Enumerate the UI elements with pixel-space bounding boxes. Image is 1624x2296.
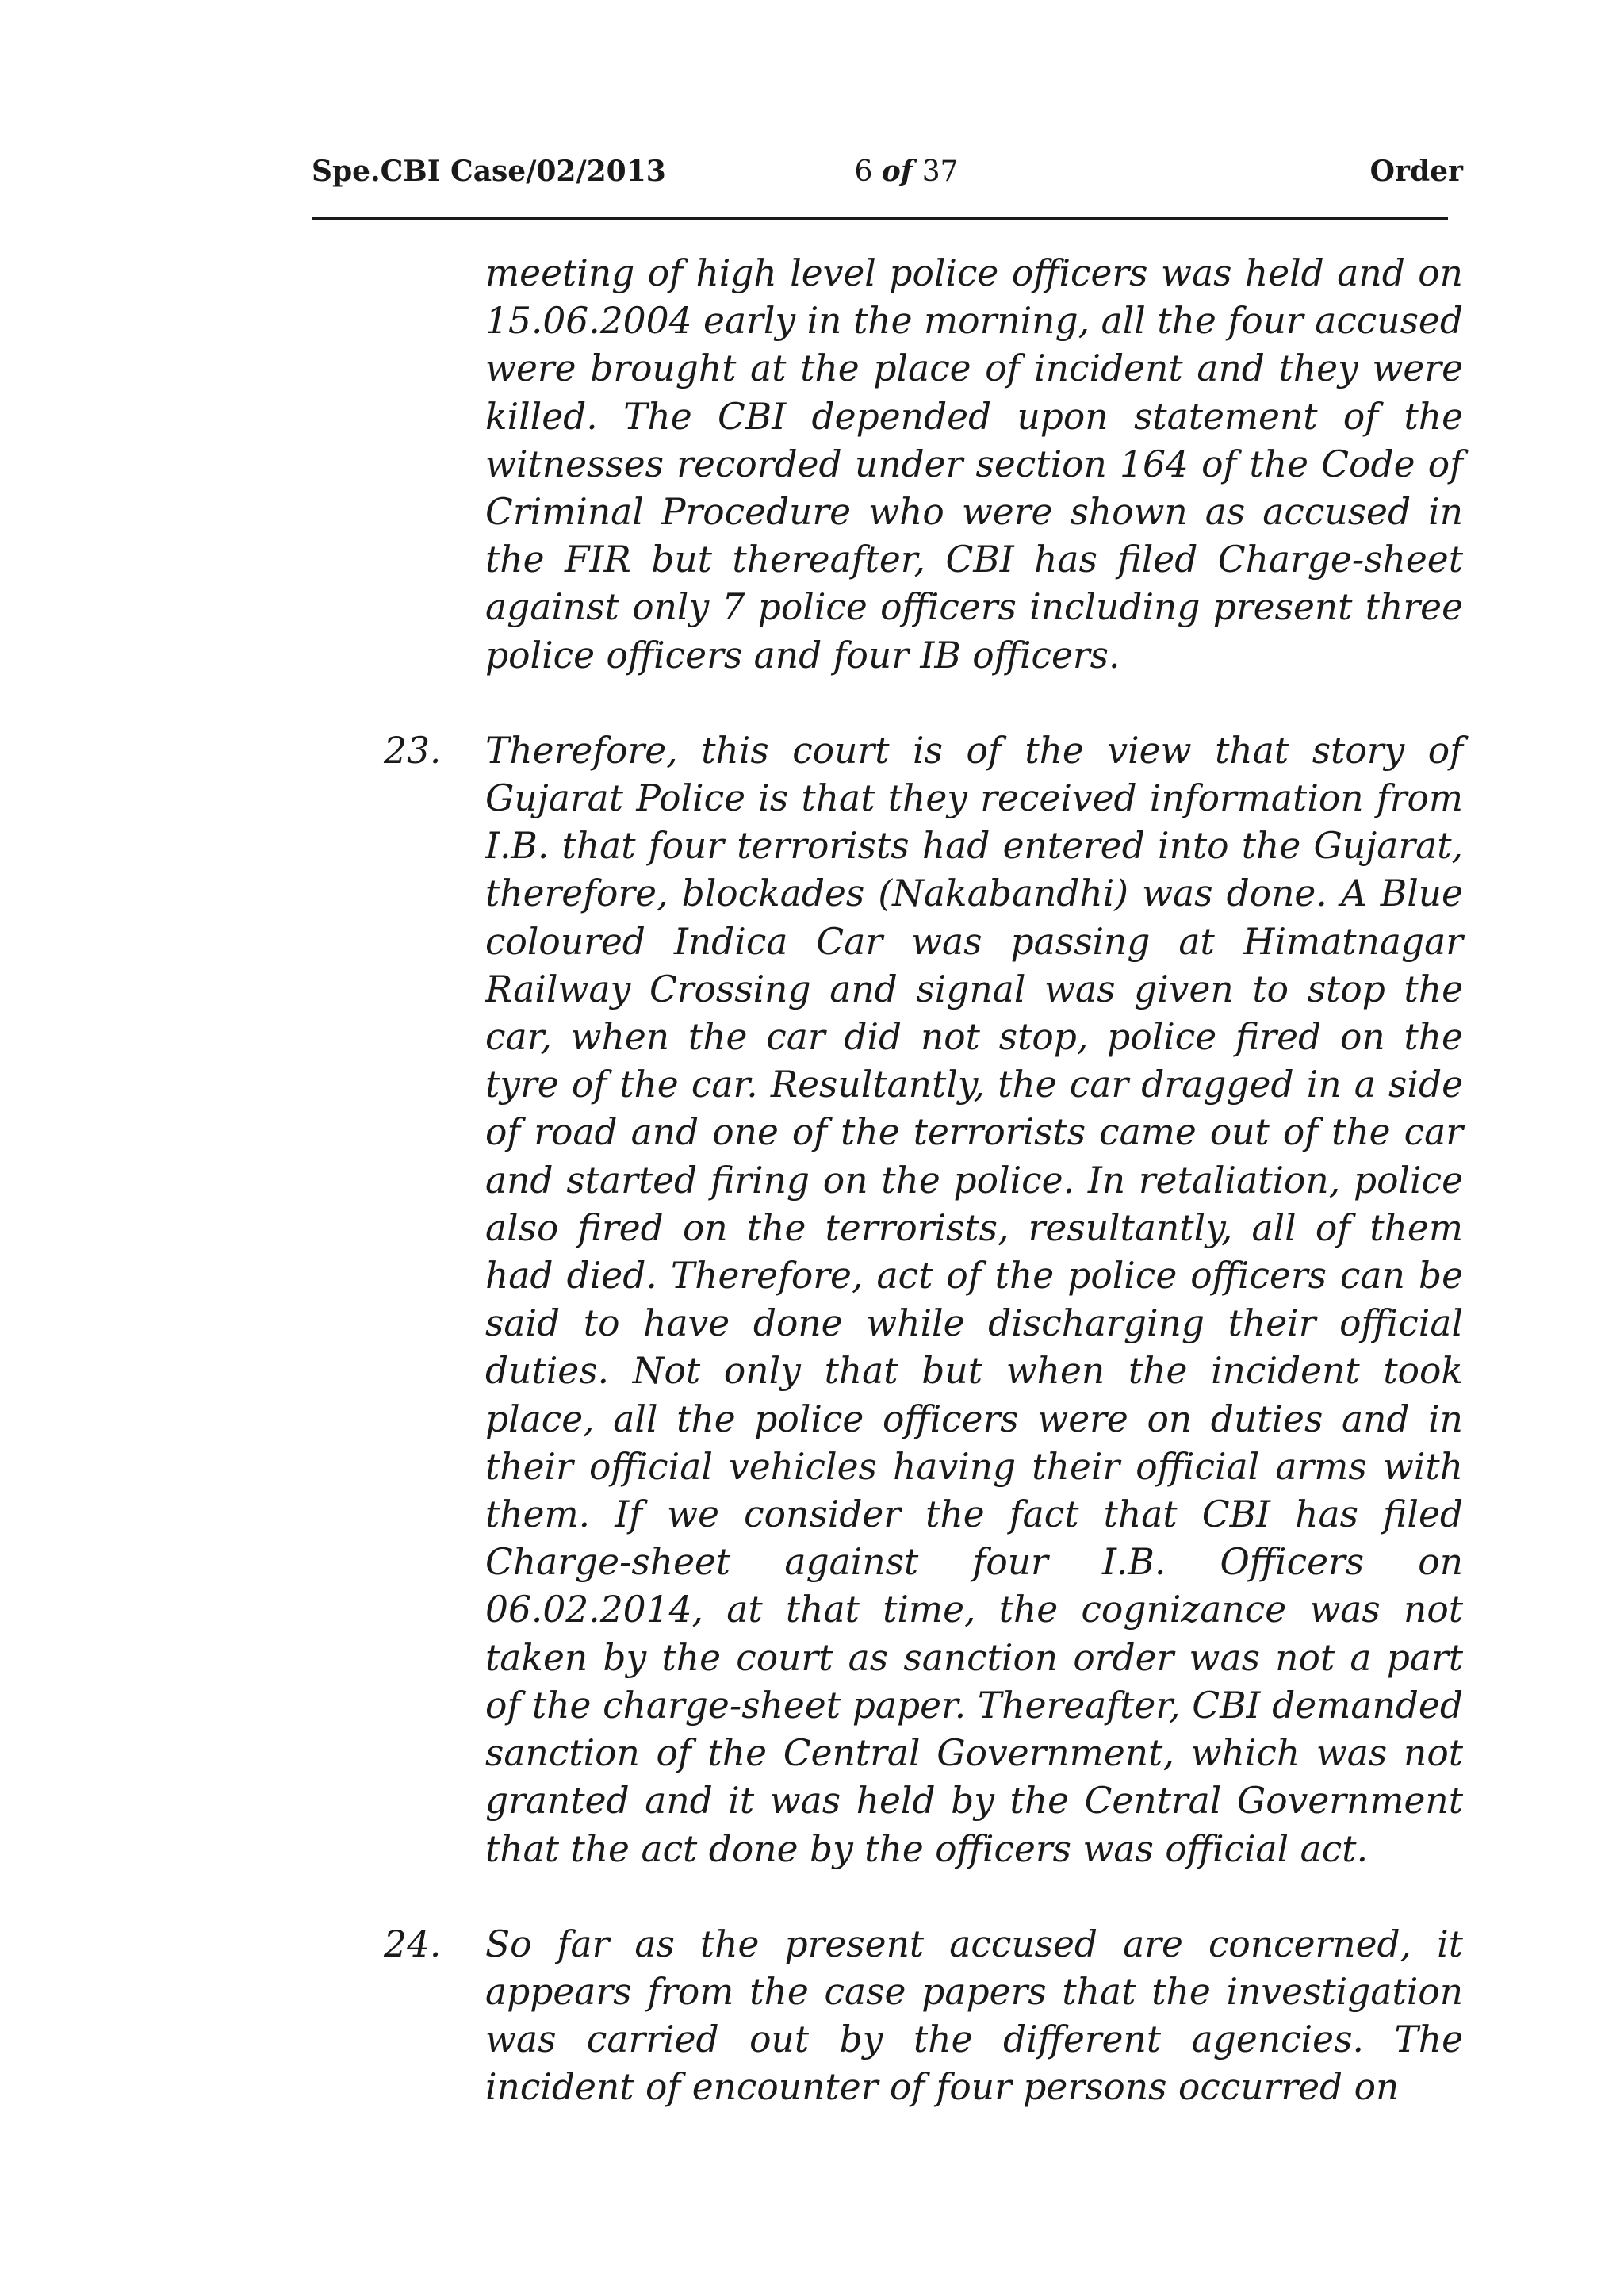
paragraph-24 (312, 1921, 1463, 2112)
page-current: 6 (854, 155, 873, 188)
paragraph-text: meeting of high level police officers was held and on 15.06.2004 early in the morning, all the four accused were brought at the place of incident and they were killed. The CBI depended upon statement of the witnesses recorded under section 164 of the Code of Criminal Procedure who were shown as accused in the FIR but thereafter, CBI has filed Charge-sheet against only 7 police officers including present three police officers and four IB officers. (485, 252, 1463, 677)
page-header (312, 155, 1463, 194)
page-number (854, 155, 958, 188)
paragraph-23 (312, 727, 1463, 1873)
paragraph-text: Therefore, this court is of the view that story of Gujarat Police is that they received information from I.B. that four terrorists had entered into the Gujarat, therefore, blockades (Nakabandhi) was done. A Blue coloured Indica Car was passing at Himatnagar Railway Crossing and signal was given to stop the car, when the car did not stop, police fired on the tyre of the car. Resultantly, the car dragged in a side of road and one of the terrorists came out of the car and started firing on the police. In retaliation, police also fired on the terrorists, resultantly, all of them had died. Therefore, act of the police officers can be said to have done while discharging their official duties. Not only that but when the incident took place, all the police officers were on duties and in their official vehicles having their official arms with them. If we consider the fact that CBI has filed Charge-sheet against four I.B. Officers on 06.02.2014, at that time, the cognizance was not taken by the court as sanction order was not a part of the charge-sheet paper. Thereafter, CBI demanded sanction of the Central Government, which was not granted and it was held by the Central Government that the act done by the officers was official act. (485, 729, 1463, 1870)
document-type: Order (1369, 155, 1463, 188)
document-body (312, 250, 1463, 2160)
paragraph-text: So far as the present accused are concerned, it appears from the case papers that the investigation was carried out by the different agencies. The incident of encounter of four persons occurred on (485, 1922, 1463, 2109)
paragraph-number: 24. (384, 1922, 442, 1965)
case-number: Spe.CBI Case/02/2013 (312, 155, 666, 188)
header-rule (312, 217, 1448, 220)
paragraph-continued (312, 250, 1463, 680)
page-total: 37 (921, 155, 959, 188)
page-of-label: of (881, 155, 914, 188)
paragraph-number: 23. (384, 729, 442, 772)
